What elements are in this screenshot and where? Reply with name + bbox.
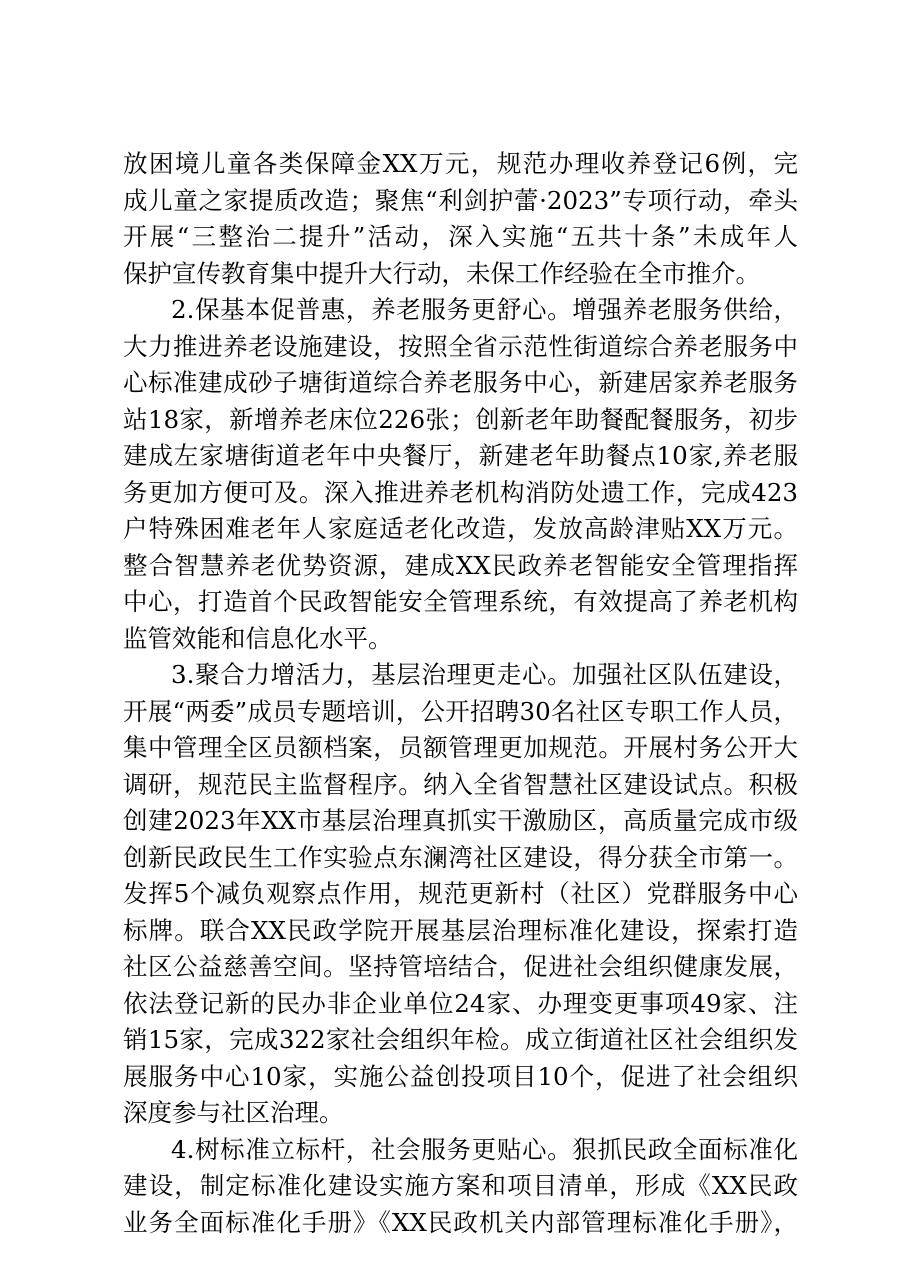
text-line: 标牌。联合XX民政学院开展基层治理标准化建设，探索打造 [123, 915, 798, 945]
text-line: 集中管理全区员额档案，员额管理更加规范。开展村务公开大 [123, 733, 798, 762]
text-line: 建设，制定标准化建设实施方案和项目清单，形成《XX民政 [123, 1171, 798, 1200]
text-line: 务更加方便可及。深入推进养老机构消防处遗工作，完成423 [123, 477, 798, 507]
text-line: 社区公益慈善空间。坚持管培结合，促进社会组织健康发展， [123, 952, 798, 981]
text-line: 心标准建成砂子塘街道综合养老服务中心，新建居家养老服务 [123, 368, 798, 397]
section-heading-line: 3.聚合力增活力，基层治理更走心。加强社区队伍建设， [171, 660, 798, 689]
text-line: 户特殊困难老年人家庭适老化改造，发放高龄津贴XX万元。 [123, 514, 798, 543]
text-line: 站18家，新增养老床位226张；创新老年助餐配餐服务，初步 [123, 404, 798, 434]
text-line: 创建2023年XX市基层治理真抓实干激励区，高质量完成市级 [123, 806, 798, 835]
text-line: 大力推进养老设施建设，按照全省示范性街道综合养老服务中 [123, 331, 798, 361]
text-line: 保护宣传教育集中提升大行动，未保工作经验在全市推介。 [123, 258, 760, 288]
text-line: 整合智慧养老优势资源，建成XX民政养老智能安全管理指挥 [123, 550, 798, 580]
section-heading-line: 2.保基本促普惠，养老服务更舒心。增强养老服务供给， [171, 295, 798, 324]
text-line: 依法登记新的民办非企业单位24家、办理变更事项49家、注 [123, 988, 798, 1018]
text-line: 建成左家塘街道老年中央餐厅，新建老年助餐点10家,养老服 [123, 441, 798, 470]
text-line: 展服务中心10家，实施公益创投项目10个，促进了社会组织 [123, 1061, 798, 1091]
text-line: 发挥5个减负观察点作用，规范更新村（社区）党群服务中心 [123, 879, 798, 908]
text-line: 成儿童之家提质改造；聚焦“利剑护蕾·2023”专项行动，牵头 [123, 185, 798, 215]
text-line: 中心，打造首个民政智能安全管理系统，有效提高了养老机构 [123, 587, 798, 616]
text-line: 调研，规范民主监督程序。纳入全省智慧社区建设试点。积极 [123, 769, 798, 799]
text-line: 监管效能和信息化水平。 [123, 623, 393, 653]
section-heading-line: 4.树标准立标杆，社会服务更贴心。狠抓民政全面标准化 [171, 1134, 798, 1164]
text-line: 开展“两委”成员专题培训，公开招聘30名社区专职工作人员， [123, 696, 798, 726]
text-line: 放困境儿童各类保障金XX万元，规范办理收养登记6例，完 [123, 149, 798, 178]
text-line: 深度参与社区治理。 [123, 1098, 344, 1127]
text-line: 业务全面标准化手册》《XX民政机关内部管理标准化手册》， [123, 1207, 798, 1237]
text-line: 开展“三整治二提升”活动，深入实施“五共十条”未成年人 [123, 222, 798, 251]
text-line: 创新民政民生工作实验点东澜湾社区建设，得分获全市第一。 [123, 842, 798, 872]
document-body [123, 146, 798, 1241]
text-line: 销15家，完成322家社会组织年检。成立街道社区社会组织发 [123, 1025, 798, 1054]
